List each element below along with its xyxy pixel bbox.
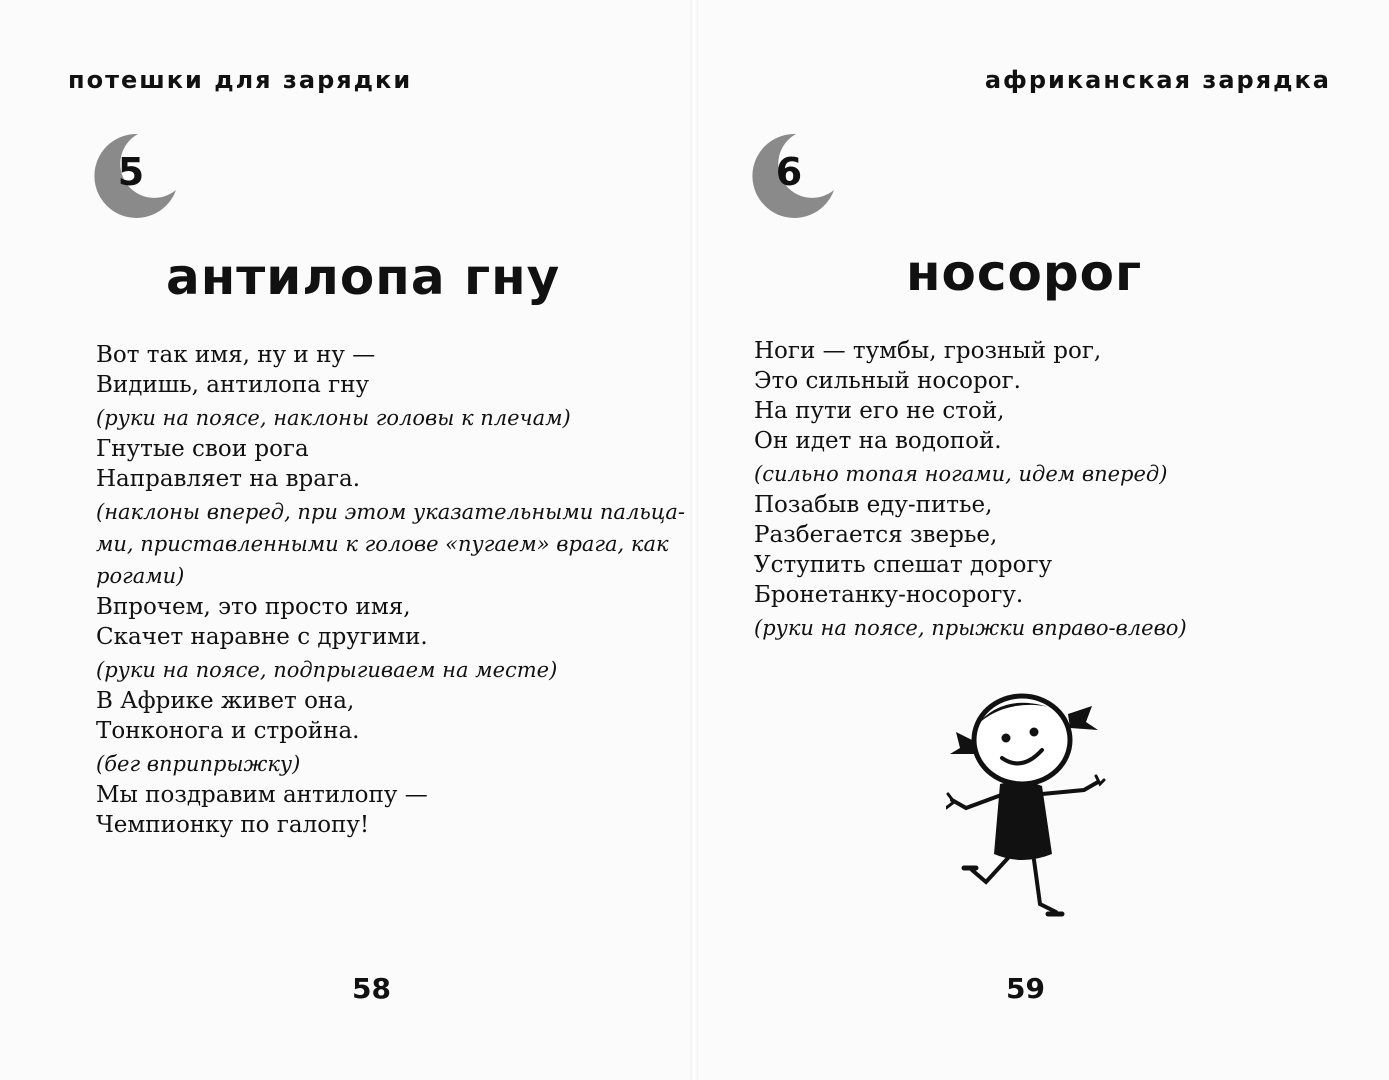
verse-line: Ноги — тумбы, грозный рог, — [754, 338, 1102, 364]
verse-line: На пути его не стой, — [754, 398, 1005, 424]
poem-title-right: носорог — [906, 244, 1143, 302]
verse-line: Чемпионку по галопу! — [96, 812, 370, 838]
verse-line: Позабыв еду-питье, — [754, 492, 993, 518]
stage-direction: (сильно топая ногами, идем вперед) — [754, 462, 1168, 486]
stage-direction: (руки на поясе, наклоны головы к плечам) — [96, 406, 571, 430]
page-number-left: 58 — [352, 972, 391, 1005]
chapter-badge-left — [66, 128, 176, 218]
stage-direction: (наклоны вперед, при этом указательными пальца- — [96, 500, 686, 524]
running-head-right: африканская зарядка — [984, 66, 1331, 94]
verse-line: Направляет на врага. — [96, 466, 361, 492]
verse-line: Это сильный носорог. — [754, 368, 1021, 394]
verse-line: Видишь, антилопа гну — [96, 372, 370, 398]
verse-line: Гнутые свои рога — [96, 436, 309, 462]
chapter-number-left: 5 — [117, 150, 145, 194]
verse-line: Впрочем, это просто имя, — [96, 594, 411, 620]
poem-text-right — [754, 336, 1354, 644]
right-page — [694, 0, 1389, 1080]
verse-line: Вот так имя, ну и ну — — [96, 342, 376, 368]
verse-line: Тонконога и стройна. — [96, 718, 360, 744]
chapter-badge-right — [724, 128, 834, 218]
stage-direction: ми, приставленными к голове «пугаем» врага, как — [96, 532, 669, 556]
left-page — [0, 0, 694, 1080]
chapter-number-right: 6 — [775, 150, 803, 194]
stage-direction: (руки на поясе, подпрыгиваем на месте) — [96, 658, 558, 682]
stage-direction: (бег вприпрыжку) — [96, 752, 301, 776]
stage-direction: (руки на поясе, прыжки вправо-влево) — [754, 616, 1187, 640]
poem-title-left: антилопа гну — [166, 248, 561, 306]
verse-line: Мы поздравим антилопу — — [96, 782, 428, 808]
verse-line: Бронетанку-носорогу. — [754, 582, 1024, 608]
stage-direction: рогами) — [96, 564, 185, 588]
verse-line: Он идет на водопой. — [754, 428, 1002, 454]
verse-line: Скачет наравне с другими. — [96, 624, 428, 650]
dancing-child-illustration — [946, 682, 1106, 922]
running-head-left: потешки для зарядки — [68, 66, 413, 94]
verse-line: Разбегается зверье, — [754, 522, 998, 548]
poem-text-left — [96, 340, 686, 840]
verse-line: В Африке живет она, — [96, 688, 355, 714]
verse-line: Уступить спешат дорогу — [754, 552, 1053, 578]
page-number-right: 59 — [1006, 972, 1045, 1005]
